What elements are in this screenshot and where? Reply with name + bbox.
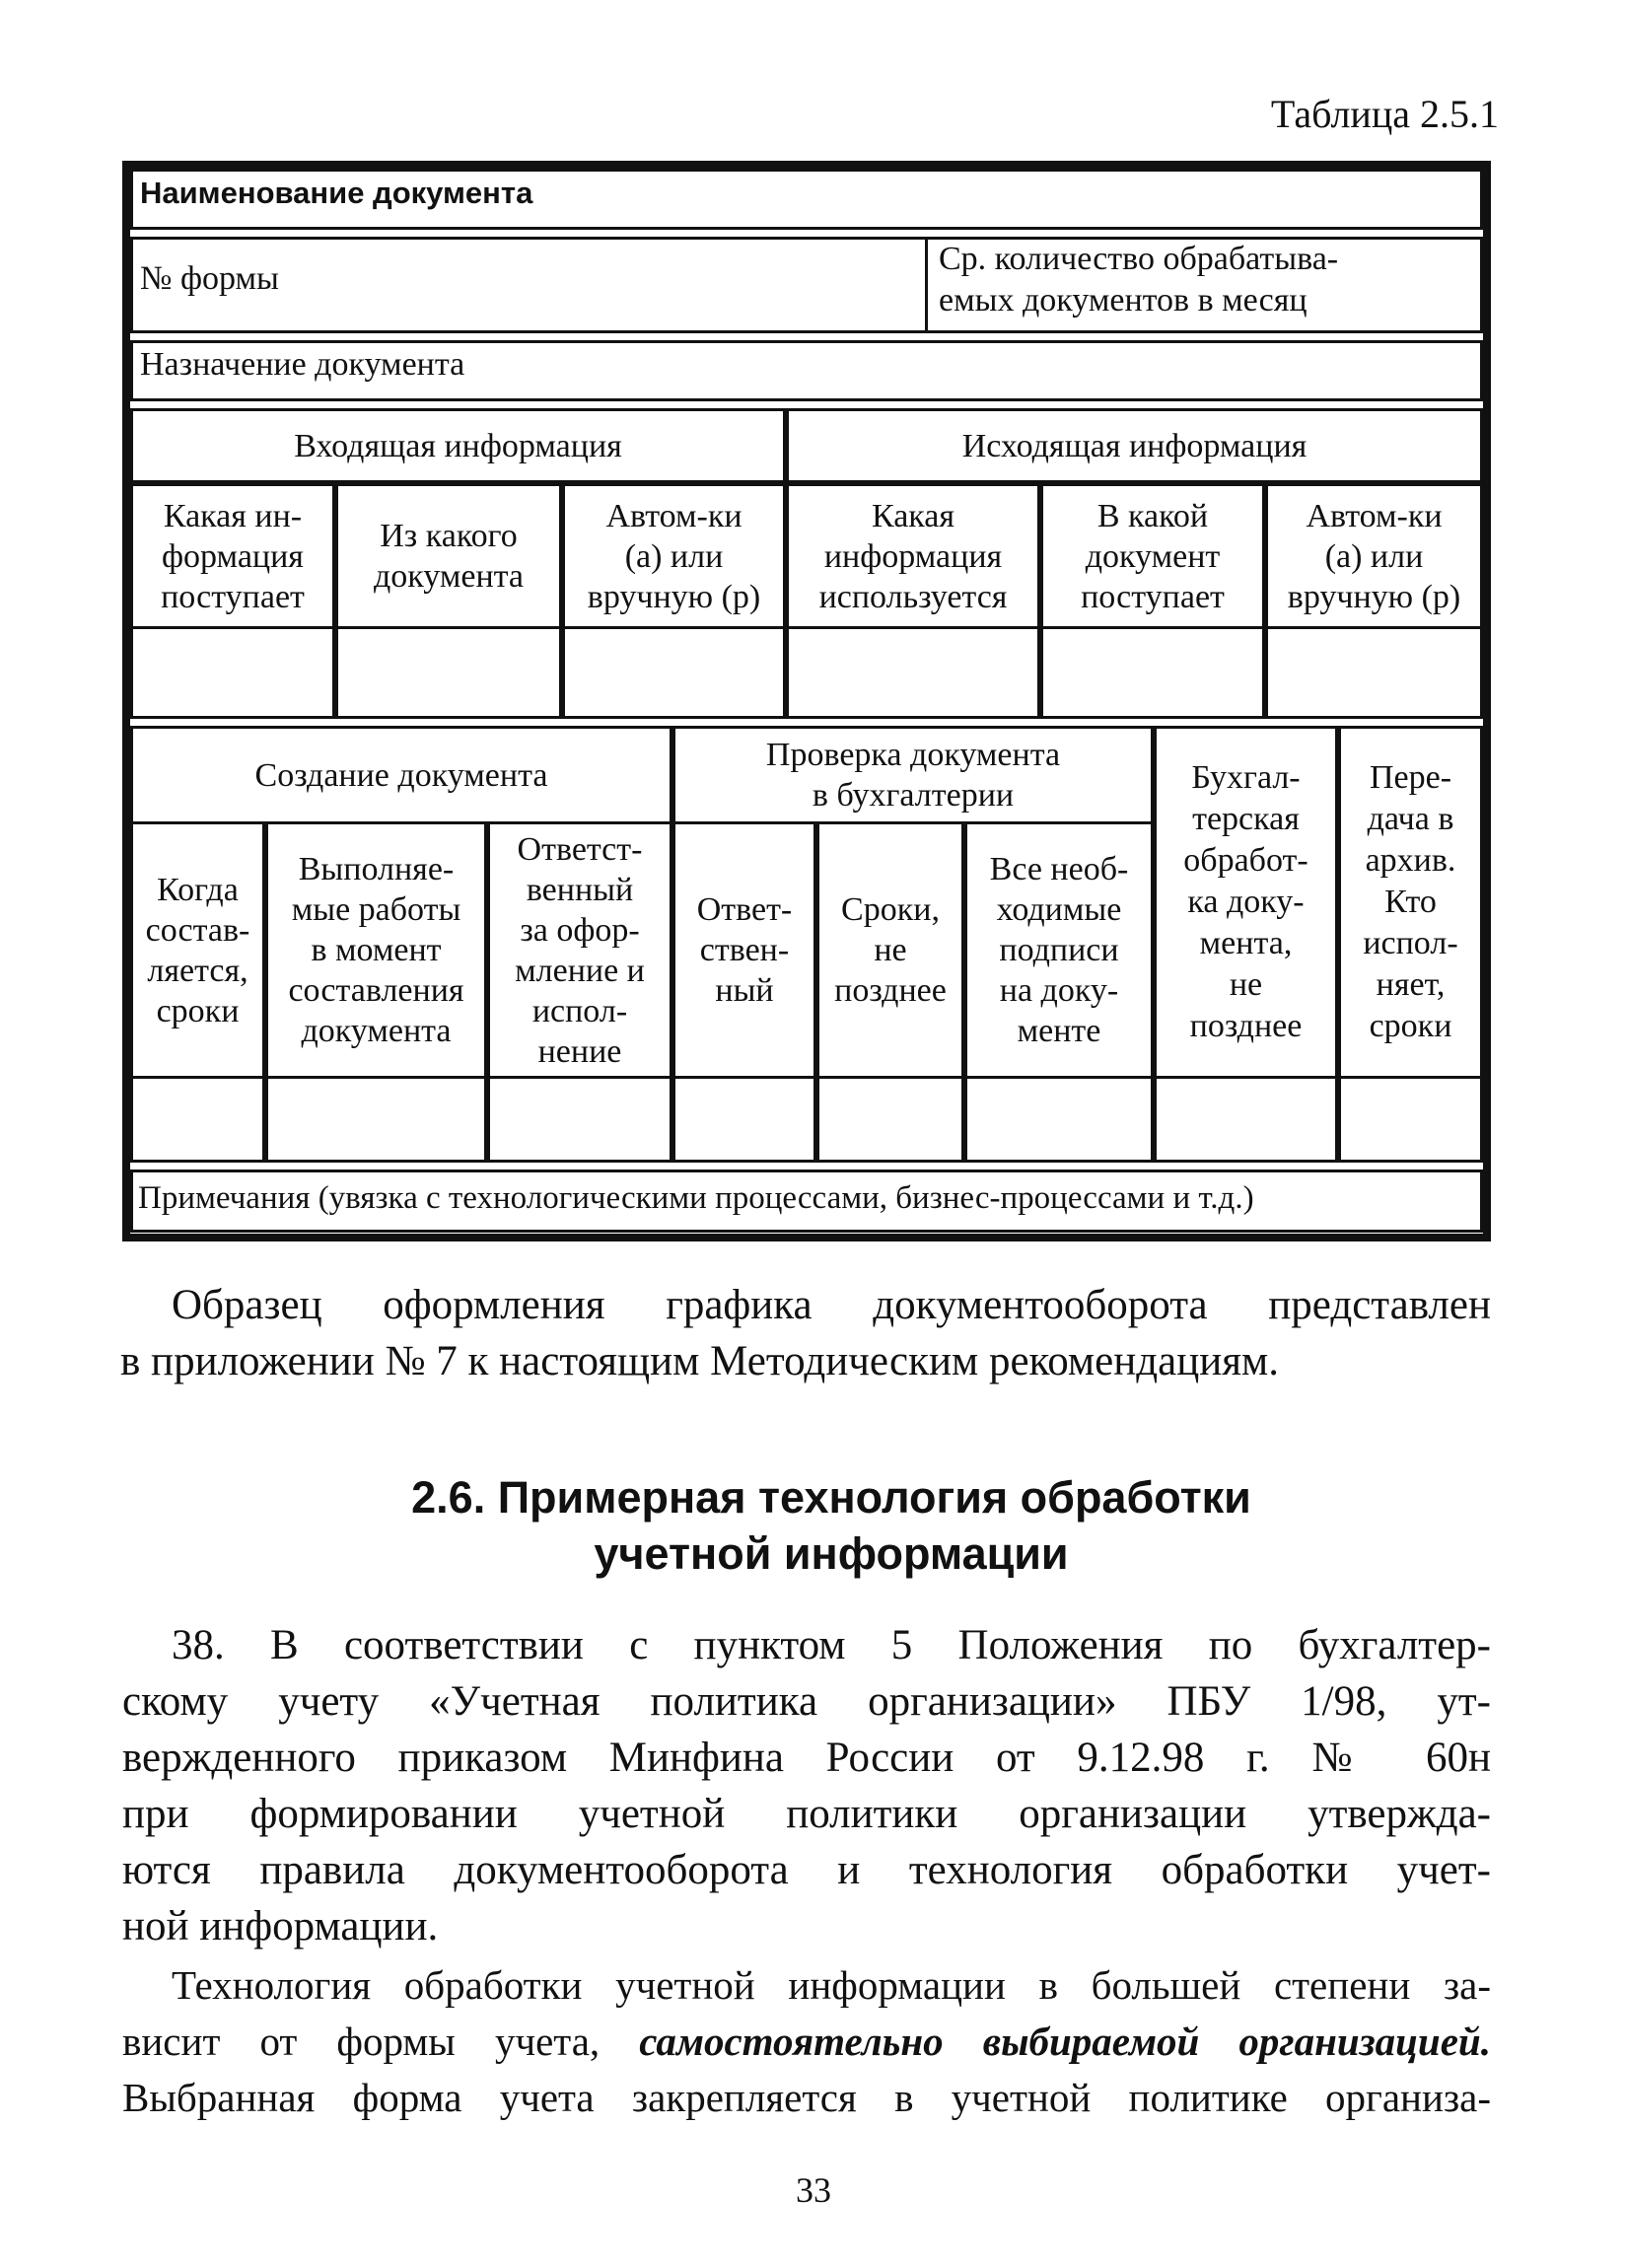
check-header: Проверка документа в бухгалтерии bbox=[672, 726, 1154, 824]
doc-name-label: Наименование документа bbox=[140, 176, 533, 210]
empty-cell bbox=[816, 1076, 964, 1163]
creation-header: Создание документа bbox=[130, 726, 672, 824]
empty-cell bbox=[1265, 626, 1483, 719]
empty-cell bbox=[1154, 1076, 1338, 1163]
emphasis-self-selected: самостоятельно выбираемой организацией. bbox=[639, 2019, 1491, 2064]
notes-label: Примечания (увязка с технологическими процессами, бизнес-процессами и т.д.) bbox=[138, 1180, 1254, 1216]
page-number: 33 bbox=[796, 2170, 831, 2210]
purpose-label: Назначение документа bbox=[140, 346, 465, 383]
header-what-info-used: Какая информация используется bbox=[786, 483, 1040, 629]
empty-cell bbox=[964, 1076, 1154, 1163]
paragraph-technology: Технология обработки учетной информации в большей степени за- висит от формы учета, самостоятельно выбираемой организацией. Выбранная форма учета закрепляется в учетной политике организа- bbox=[122, 1962, 1491, 2120]
archive-header: Пере- дача в архив. Кто испол- няет, сроки bbox=[1338, 726, 1483, 1079]
empty-cell bbox=[562, 626, 786, 719]
header-from-document: Из какого документа bbox=[335, 483, 562, 629]
empty-cell bbox=[130, 1076, 265, 1163]
empty-cell bbox=[130, 626, 335, 719]
empty-cell bbox=[335, 626, 562, 719]
paragraph-sample-reference: Образец оформления графика документооборота представлен в приложении № 7 к настоящим Методическим рекомендациям. bbox=[120, 1282, 1491, 1384]
avg-count-label-1: Ср. количество обрабатыва- bbox=[939, 241, 1339, 277]
empty-cell bbox=[487, 1076, 672, 1163]
empty-cell bbox=[1040, 626, 1265, 719]
header-work-performed: Выполняе- мые работы в момент составления документа bbox=[265, 821, 487, 1079]
header-signatures: Все необ- ходимые подписи на доку- менте bbox=[964, 821, 1154, 1079]
empty-cell bbox=[672, 1076, 816, 1163]
avg-count-label-2: емых документов в месяц bbox=[939, 282, 1308, 319]
header-auto-manual-incoming: Автом-ки (а) или вручную (р) bbox=[562, 483, 786, 629]
header-auto-manual-outgoing: Автом-ки (а) или вручную (р) bbox=[1265, 483, 1483, 629]
outgoing-header: Исходящая информация bbox=[786, 408, 1483, 483]
section-heading: 2.6. Примерная технология обработки учетной информации bbox=[411, 1472, 1251, 1579]
paragraph-38: 38. В соответствии с пунктом 5 Положения по бухгалтер- скому учету «Учетная политика организации» ПБУ 1/98, ут- вержденного приказом Минфина России от 9.12.98 г. № 60н при формировании учетной политики организации утвержда- ются правила документооборота и технология обработки учет- ной информации. bbox=[122, 1622, 1491, 1949]
empty-cell bbox=[1338, 1076, 1483, 1163]
form-no-label: № формы bbox=[140, 260, 279, 297]
header-when-created: Когда состав- ляется, сроки bbox=[130, 821, 265, 1079]
incoming-header: Входящая информация bbox=[130, 408, 786, 483]
accounting-header: Бухгал- терская обработ- ка доку- мента, не позднее bbox=[1154, 726, 1338, 1079]
table-caption: Таблица 2.5.1 bbox=[1270, 92, 1499, 136]
header-deadline: Сроки, не позднее bbox=[816, 821, 964, 1079]
header-what-info-incoming: Какая ин- формация поступает bbox=[130, 483, 335, 629]
header-to-document: В какой документ поступает bbox=[1040, 483, 1265, 629]
header-responsible-creation: Ответст- венный за офор- мление и испол- нение bbox=[487, 821, 672, 1079]
empty-cell bbox=[786, 626, 1040, 719]
header-responsible-check: Ответ- ствен- ный bbox=[672, 821, 816, 1079]
empty-cell bbox=[265, 1076, 487, 1163]
